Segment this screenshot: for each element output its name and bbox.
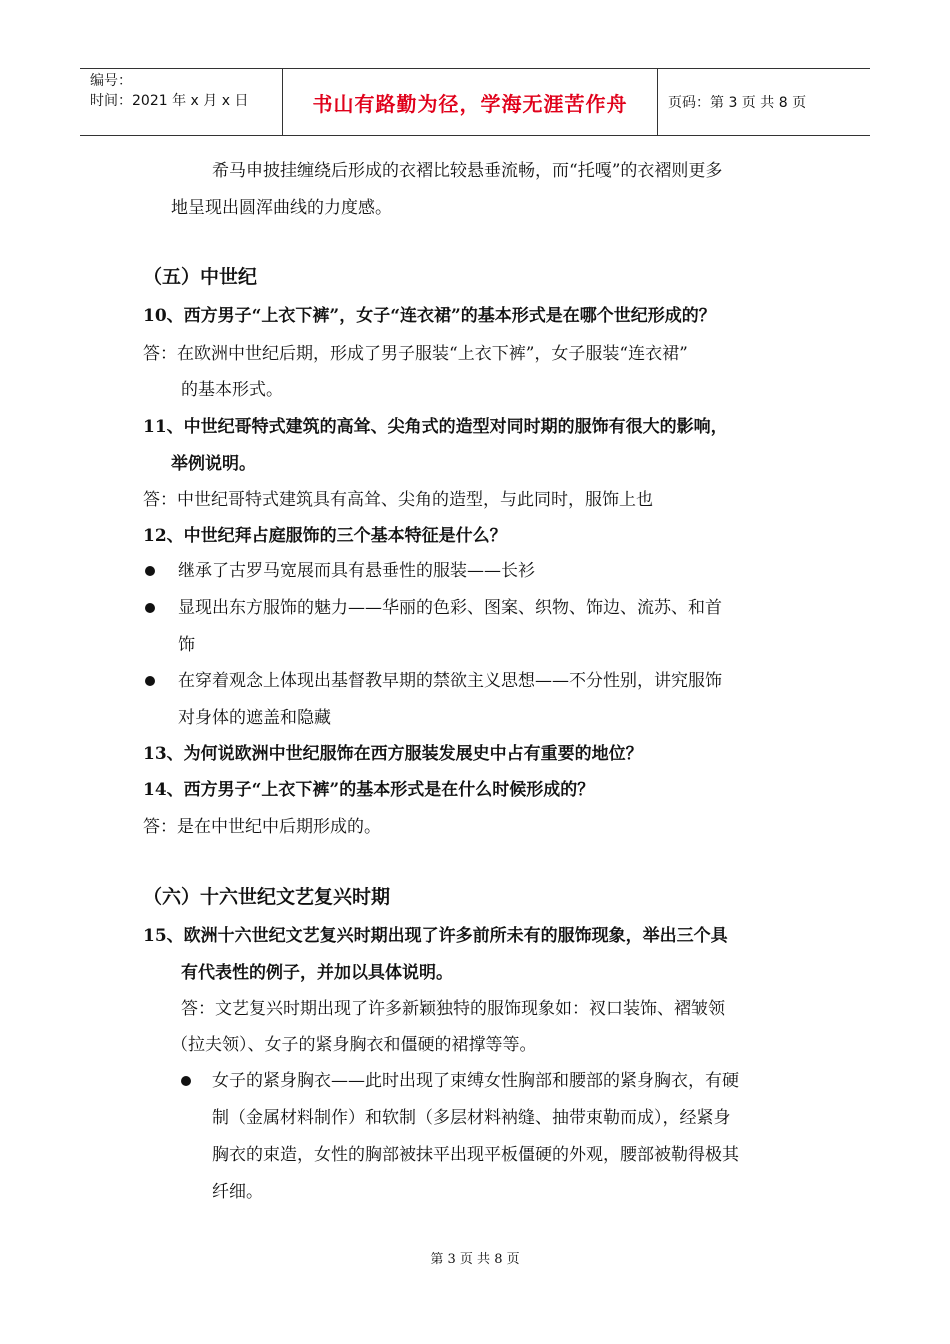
intro-line-1: 希马申披挂缠绕后形成的衣褶比较悬垂流畅，而“托嘎”的衣褶则更多 xyxy=(212,161,723,181)
question-12: 12、中世纪拜占庭服饰的三个基本特征是什么？ xyxy=(143,526,507,546)
header-page-label: 页码：第 3 页 共 8 页 xyxy=(668,95,807,111)
bullet-12-3-line-1: 在穿着观念上体现出基督教早期的禁欲主义思想——不分性别，讲究服饰 xyxy=(178,671,722,691)
answer-14: 答：是在中世纪中后期形成的。 xyxy=(143,817,381,837)
answer-15-line-1: 答：文艺复兴时期出现了许多新颖独特的服饰现象如：衩口装饰、褶皱领 xyxy=(181,999,725,1019)
answer-10-line-1: 答：在欧洲中世纪后期，形成了男子服装“上衣下裤”，女子服装“连衣裙” xyxy=(143,344,688,364)
bullet-icon xyxy=(145,603,155,613)
question-15-line-1: 15、欧洲十六世纪文艺复兴时期出现了许多前所未有的服饰现象，举出三个具 xyxy=(143,926,728,946)
question-10: 10、西方男子“上衣下裤”，女子“连衣裙”的基本形式是在哪个世纪形成的？ xyxy=(143,306,716,326)
header-time-label: 时间：2021 年 x 月 x 日 xyxy=(90,93,249,109)
bullet-12-2-line-2: 饰 xyxy=(178,635,195,655)
section-heading-6: （六）十六世纪文艺复兴时期 xyxy=(143,886,391,908)
question-15-line-2: 有代表性的例子，并加以具体说明。 xyxy=(181,963,453,983)
question-11-line-1: 11、中世纪哥特式建筑的高耸、尖角式的造型对同时期的服饰有很大的影响， xyxy=(143,417,728,437)
bullet-icon xyxy=(145,566,155,576)
header-motto: 书山有路勤为径，学海无涯苦作舟 xyxy=(282,69,658,135)
bullet-15-1-line-1: 女子的紧身胸衣——此时出现了束缚女性胸部和腰部的紧身胸衣，有硬 xyxy=(212,1071,739,1091)
bullet-icon xyxy=(145,676,155,686)
question-11-line-2: 举例说明。 xyxy=(171,454,256,474)
answer-15-line-2: （拉夫领）、女子的紧身胸衣和僵硬的裙撑等等。 xyxy=(171,1035,537,1055)
answer-11: 答：中世纪哥特式建筑具有高耸、尖角的造型，与此同时，服饰上也 xyxy=(143,490,653,510)
bullet-15-1-line-4: 纤细。 xyxy=(212,1182,263,1202)
header-number-label: 编号： xyxy=(90,73,132,89)
answer-10-line-2: 的基本形式。 xyxy=(181,380,283,400)
bullet-12-3-line-2: 对身体的遮盖和隐藏 xyxy=(178,708,331,728)
question-14: 14、西方男子“上衣下裤”的基本形式是在什么时候形成的？ xyxy=(143,780,595,800)
bullet-icon xyxy=(181,1076,191,1086)
question-13: 13、为何说欧洲中世纪服饰在西方服装发展史中占有重要的地位？ xyxy=(143,744,643,764)
bullet-15-1-line-2: 制（金属材料制作）和软制（多层材料衲缝、抽带束勒而成），经紧身 xyxy=(212,1108,731,1128)
bullet-12-1: 继承了古罗马宽展而具有悬垂性的服装——长衫 xyxy=(178,561,535,581)
bullet-12-2-line-1: 显现出东方服饰的魅力——华丽的色彩、图案、织物、饰边、流苏、和首 xyxy=(178,598,722,618)
intro-line-2: 地呈现出圆浑曲线的力度感。 xyxy=(171,198,392,218)
bullet-15-1-line-3: 胸衣的束造，女性的胸部被抹平出现平板僵硬的外观，腰部被勒得极其 xyxy=(212,1145,739,1165)
section-heading-5: （五）中世纪 xyxy=(143,266,258,288)
page-header xyxy=(80,68,870,136)
header-meta xyxy=(80,69,282,135)
page-footer: 第 3 页 共 8 页 xyxy=(430,1252,520,1267)
